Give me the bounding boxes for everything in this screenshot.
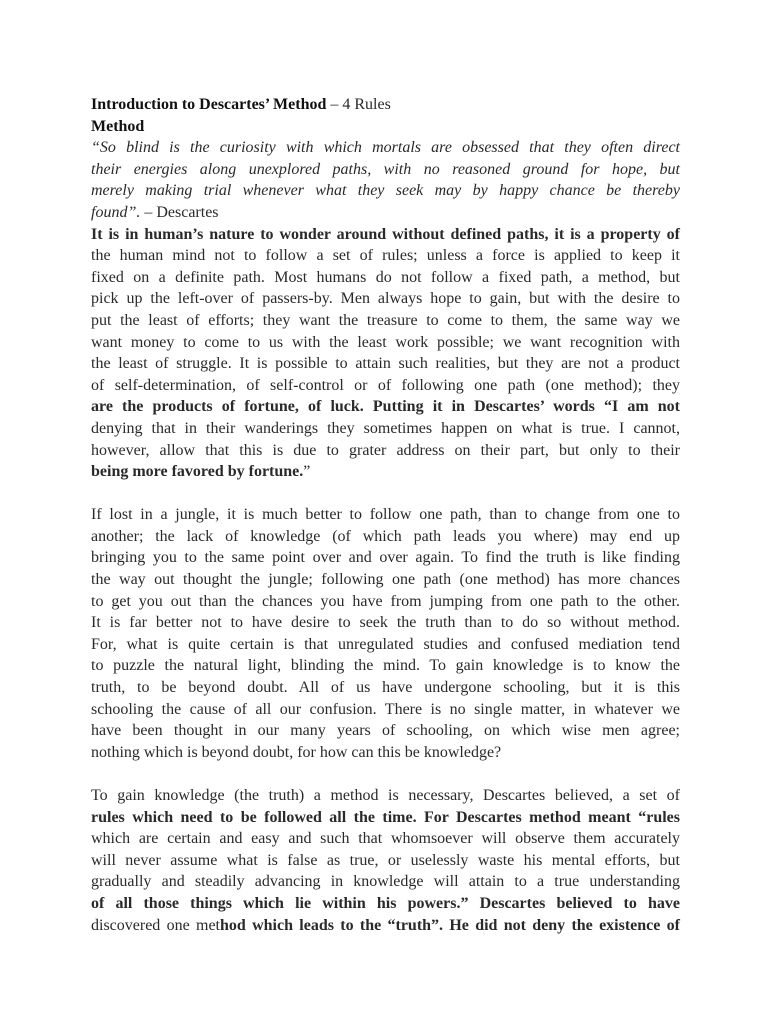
paragraph-line: gradually and steadily advancing in knowledge will attain to a true understanding — [91, 873, 680, 891]
paragraph-line: pick up the left-over of passers-by. Men always hope to gain, but with the desire to — [91, 290, 680, 308]
paragraph-line: It is in human’s nature to wonder around without defined paths, it is a property of — [91, 225, 680, 243]
paragraph-line: denying that in their wanderings they sometimes happen on what is true. I cannot, — [91, 419, 680, 437]
paragraph-line: want money to come to us with the least work possible; we want recognition with — [91, 333, 680, 351]
paragraph-line: It is far better not to have desire to seek the truth than to do so without method. — [91, 614, 680, 632]
quote-line: their energies along unexplored paths, with no reasoned ground for hope, but — [91, 160, 680, 178]
paragraph-line: will never assume what is false as true, or uselessly waste his mental efforts, but — [91, 851, 680, 869]
paragraph-line: however, allow that this is due to grater address on their part, but only to their — [91, 441, 680, 459]
document-title — [91, 94, 680, 116]
paragraph-line: have been thought in our many years of schooling, on which wise men agree; — [91, 722, 680, 740]
title-main: Introduction to Descartes’ Method — [91, 96, 327, 113]
closing-quote-mark: ” — [303, 463, 311, 481]
paragraph-line: of self-determination, of self-control or of following one path (one method); they — [91, 376, 680, 394]
paragraph-gap — [91, 763, 680, 785]
paragraph-line: If lost in a jungle, it is much better to follow one path, than to change from one to — [91, 506, 680, 524]
paragraph-line: truth, to be beyond doubt. All of us have undergone schooling, but it is this — [91, 679, 680, 697]
section-heading: Method — [91, 117, 145, 135]
paragraph-line: are the products of fortune, of luck. Putting it in Descartes’ words “I am not — [91, 398, 680, 416]
paragraph-3 — [91, 785, 680, 936]
paragraph-line: the least of struggle. It is possible to attain such realities, but they are not a product — [91, 355, 680, 373]
paragraph-line: the way out thought the jungle; following one path (one method) has more chances — [91, 571, 680, 589]
paragraph-line: of all those things which lie within his powers.” Descartes believed to have — [91, 894, 680, 912]
paragraph-line-last: nothing which is beyond doubt, for how can this be knowledge? — [91, 743, 502, 761]
bold-phrase: being more favored by fortune. — [91, 463, 304, 481]
paragraph-line: bringing you to the same point over and over again. To find the truth is like finding — [91, 549, 680, 567]
paragraph-line: fixed on a definite path. Most humans do not follow a fixed path, a method, but — [91, 268, 680, 286]
paragraph-line: which are certain and easy and such that whomsoever will observe them accurately — [91, 830, 680, 848]
quote-end: found”. — [91, 203, 141, 221]
paragraph-line: to get you out than the chances you have from jumping from one path to the other. — [91, 592, 680, 610]
paragraph-line — [91, 915, 680, 937]
paragraph-gap — [91, 483, 680, 505]
paragraph-1 — [91, 224, 680, 483]
opening-quote — [91, 137, 680, 223]
paragraph-line: another; the lack of knowledge (of which path leads you where) may end up — [91, 527, 680, 545]
paragraph-line: the human mind not to follow a set of rules; unless a force is applied to keep it — [91, 247, 680, 265]
paragraph-line: rules which need to be followed all the time. For Descartes method meant “rules — [91, 808, 680, 826]
quote-attribution: – Descartes — [140, 203, 219, 221]
paragraph-line-last — [91, 461, 680, 483]
paragraph-line: For, what is quite certain is that unregulated studies and confused mediation tend — [91, 635, 680, 653]
line-bold-part: hod which leads to the “truth”. He did not deny the existence of — [220, 916, 681, 934]
quote-line-last — [91, 202, 680, 224]
paragraph-line: put the least of efforts; they want the treasure to come to them, the same way we — [91, 311, 680, 329]
quote-line: merely making trial whenever what they seek may by happy chance be thereby — [91, 182, 680, 200]
paragraph-line: To gain knowledge (the truth) a method is necessary, Descartes believed, a set of — [91, 787, 680, 804]
line-normal-part: discovered one met — [91, 916, 220, 934]
title-rest: – 4 Rules — [326, 96, 391, 113]
paragraph-line: schooling the cause of all our confusion. There is no single matter, in whatever we — [91, 700, 680, 718]
paragraph-2 — [91, 504, 680, 763]
paragraph-line: to puzzle the natural light, blinding the mind. To gain knowledge is to know the — [91, 657, 680, 675]
quote-line: “So blind is the curiosity with which mortals are obsessed that they often direct — [91, 139, 680, 157]
document-page — [91, 94, 680, 936]
